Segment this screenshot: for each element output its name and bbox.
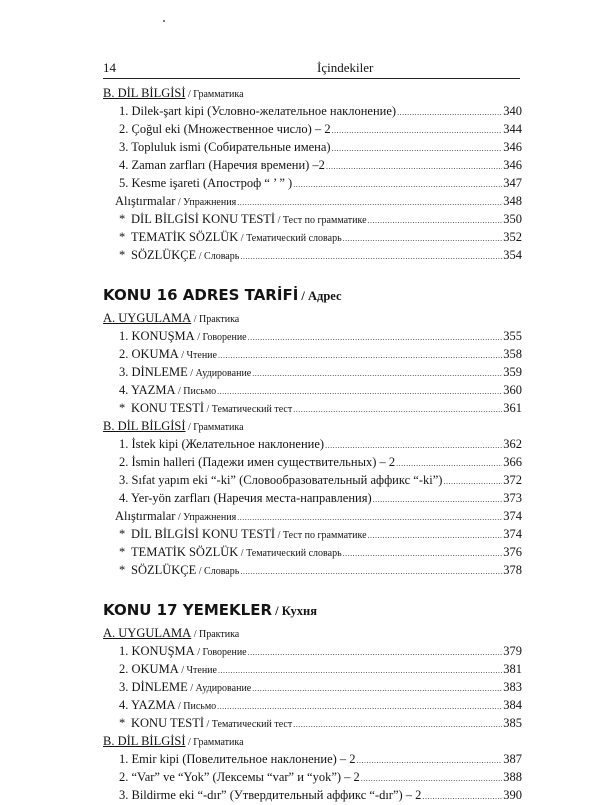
dot-leader	[343, 230, 503, 247]
page-ref: 374	[503, 509, 522, 523]
page-ref: 348	[503, 194, 522, 208]
dot-leader	[293, 401, 502, 418]
toc-entry[interactable]: 3. Sıfat yapım eki “-ki” (Словообразовательный аффикс “-ki”) ..... 372	[103, 472, 522, 490]
page-ref: 352	[503, 230, 522, 244]
dot-leader	[325, 437, 502, 454]
dot-leader	[248, 644, 503, 661]
page-ref: 388	[503, 770, 522, 784]
star-bullet: *	[119, 545, 126, 559]
toc-entry[interactable]: 1. İstek kipi (Желательное наклонение) ..... 362	[103, 436, 522, 454]
dot-leader	[443, 473, 502, 490]
grammar-entries	[103, 751, 522, 805]
toc-entry-reading[interactable]: 2. OKUMA / Чтение ..... 358	[103, 346, 522, 364]
dot-leader	[368, 527, 503, 544]
page-ref: 385	[503, 716, 522, 730]
scan-speck	[163, 20, 165, 22]
star-bullet: *	[119, 716, 126, 730]
dot-leader	[368, 212, 503, 229]
unit-16-heading[interactable]: KONU 16 ADRES TARİFİ / Адрес	[103, 286, 342, 304]
page-ref: 340	[503, 104, 522, 118]
page-ref: 355	[503, 329, 522, 343]
page-number: 14	[103, 60, 116, 75]
page-ref: 354	[503, 248, 522, 262]
dot-leader	[217, 383, 502, 400]
star-bullet: *	[119, 401, 126, 415]
page-ref: 347	[503, 176, 522, 190]
toc-entry[interactable]: 1. Dilek-şart kipi (Условно-желательное наклонение) ..... 340	[103, 103, 522, 121]
star-bullet: *	[119, 230, 126, 244]
dot-leader	[397, 104, 502, 121]
toc-entry[interactable]: 2. İsmin halleri (Падежи имен существительных) – 2 ..... 366	[103, 454, 522, 472]
page-ref: 362	[503, 437, 522, 451]
toc-entry[interactable]: 2. “Var” ve “Yok” (Лексемы “var” и “yok”) – 2 ..... 388	[103, 769, 522, 787]
toc-entry[interactable]: 3. Topluluk ismi (Собирательные имена) ..... 346	[103, 139, 522, 157]
section-heading-grammar: B. DİL BİLGİSİ / Грамматика	[103, 734, 244, 748]
page-ref: 346	[503, 158, 522, 172]
toc-entry-unit-test[interactable]: * KONU TESTİ / Тематический тест ..... 385	[103, 715, 522, 733]
dot-leader	[237, 509, 502, 526]
page-ref: 379	[503, 644, 522, 658]
dot-leader	[422, 788, 502, 805]
page-ref: 387	[503, 752, 522, 766]
dot-leader	[252, 365, 502, 382]
toc-entry-exercises[interactable]: Alıştırmalar / Упражнения ..... 374	[103, 508, 522, 526]
toc-entry-speaking[interactable]: 1. KONUŞMA / Говорение ..... 379	[103, 643, 522, 661]
page-ref: 384	[503, 698, 522, 712]
dot-leader	[343, 545, 503, 562]
page-ref: 358	[503, 347, 522, 361]
page-ref: 376	[503, 545, 522, 559]
toc-entry-speaking[interactable]: 1. KONUŞMA / Говорение ..... 355	[103, 328, 522, 346]
dot-leader	[332, 140, 503, 157]
toc-entry-thematic-dictionary[interactable]: * TEMATİK SÖZLÜK / Тематический словарь ..... 352	[103, 229, 522, 247]
dot-leader	[218, 662, 502, 679]
star-bullet: *	[119, 248, 126, 262]
star-bullet: *	[119, 212, 126, 226]
star-bullet: *	[119, 563, 126, 577]
dot-leader	[252, 680, 502, 697]
dot-leader	[373, 491, 503, 508]
page-ref: 383	[503, 680, 522, 694]
page-ref: 372	[503, 473, 522, 487]
dot-leader	[237, 194, 502, 211]
toc-entry-glossary[interactable]: * SÖZLÜKÇE / Словарь ..... 378	[103, 562, 522, 580]
page-ref: 359	[503, 365, 522, 379]
toc-entry[interactable]: 1. Emir kipi (Повелительное наклонение) – 2 ..... 387	[103, 751, 522, 769]
toc-entry-listening[interactable]: 3. DİNLEME / Аудирование ..... 383	[103, 679, 522, 697]
page-ref: 378	[503, 563, 522, 577]
grammar-entries	[103, 436, 522, 508]
toc-entry[interactable]: 4. Zaman zarfları (Наречия времени) –2 ..... 346	[103, 157, 522, 175]
page-ref: 381	[503, 662, 522, 676]
page-ref: 361	[503, 401, 522, 415]
toc-entry-glossary[interactable]: * SÖZLÜKÇE / Словарь ..... 354	[103, 247, 522, 265]
dot-leader	[357, 752, 503, 769]
toc-entry[interactable]: 5. Kesme işareti (Апостроф “ ’ ” ) ..... 347	[103, 175, 522, 193]
table-of-contents	[103, 85, 522, 805]
page-ref: 366	[503, 455, 522, 469]
unit-17-heading[interactable]: KONU 17 YEMEKLER / Кухня	[103, 601, 317, 619]
extra-entries	[103, 193, 522, 265]
page-ref: 373	[503, 491, 522, 505]
dot-leader	[217, 698, 502, 715]
star-bullet: *	[119, 527, 126, 541]
section-heading-grammar: B. DİL BİLGİSİ / Грамматика	[103, 419, 244, 433]
toc-entry-exercises[interactable]: Alıştırmalar / Упражнения ..... 348	[103, 193, 522, 211]
dot-leader	[396, 455, 502, 472]
page-ref: 360	[503, 383, 522, 397]
dot-leader	[218, 347, 502, 364]
dot-leader	[293, 716, 502, 733]
extra-entries	[103, 508, 522, 580]
toc-entry-writing[interactable]: 4. YAZMA / Письмо ..... 384	[103, 697, 522, 715]
dot-leader	[293, 176, 502, 193]
section-heading-practice: A. UYGULAMA / Практика	[103, 311, 240, 325]
toc-entry-unit-test[interactable]: * KONU TESTİ / Тематический тест ..... 361	[103, 400, 522, 418]
toc-entry-thematic-dictionary[interactable]: * TEMATİK SÖZLÜK / Тематический словарь ..... 376	[103, 544, 522, 562]
section-heading-practice: A. UYGULAMA / Практика	[103, 626, 240, 640]
dot-leader	[240, 248, 502, 265]
toc-entry-listening[interactable]: 3. DİNLEME / Аудирование ..... 359	[103, 364, 522, 382]
toc-entry-grammar-test[interactable]: * DİL BİLGİSİ KONU TESTİ / Тест по грамматике ..... 350	[103, 211, 522, 229]
practice-entries	[103, 328, 522, 418]
page-header	[103, 60, 520, 82]
dot-leader	[332, 122, 503, 139]
running-title: İçindekiler	[317, 60, 374, 75]
dot-leader	[248, 329, 503, 346]
grammar-entries	[103, 103, 522, 193]
toc-entry[interactable]: 4. Yer-yön zarfları (Наречия места-направления) ..... 373	[103, 490, 522, 508]
toc-entry-reading[interactable]: 2. OKUMA / Чтение ..... 381	[103, 661, 522, 679]
toc-entry[interactable]: 3. Bildirme eki “-dır” (Утвердительный аффикс “-dır”) – 2 ..... 390	[103, 787, 522, 805]
page-ref: 346	[503, 140, 522, 154]
header-rule	[103, 78, 520, 79]
section-heading-grammar: B. DİL BİLGİSİ / Грамматика	[103, 86, 244, 100]
dot-leader	[240, 563, 502, 580]
page-ref: 374	[503, 527, 522, 541]
toc-entry-writing[interactable]: 4. YAZMA / Письмо ..... 360	[103, 382, 522, 400]
page-ref: 390	[503, 788, 522, 802]
dot-leader	[326, 158, 502, 175]
practice-entries	[103, 643, 522, 733]
page-ref: 344	[503, 122, 522, 136]
toc-entry-grammar-test[interactable]: * DİL BİLGİSİ KONU TESTİ / Тест по грамматике ..... 374	[103, 526, 522, 544]
toc-entry[interactable]: 2. Çoğul eki (Множественное число) – 2 ..... 344	[103, 121, 522, 139]
page-ref: 350	[503, 212, 522, 226]
dot-leader	[361, 770, 502, 787]
